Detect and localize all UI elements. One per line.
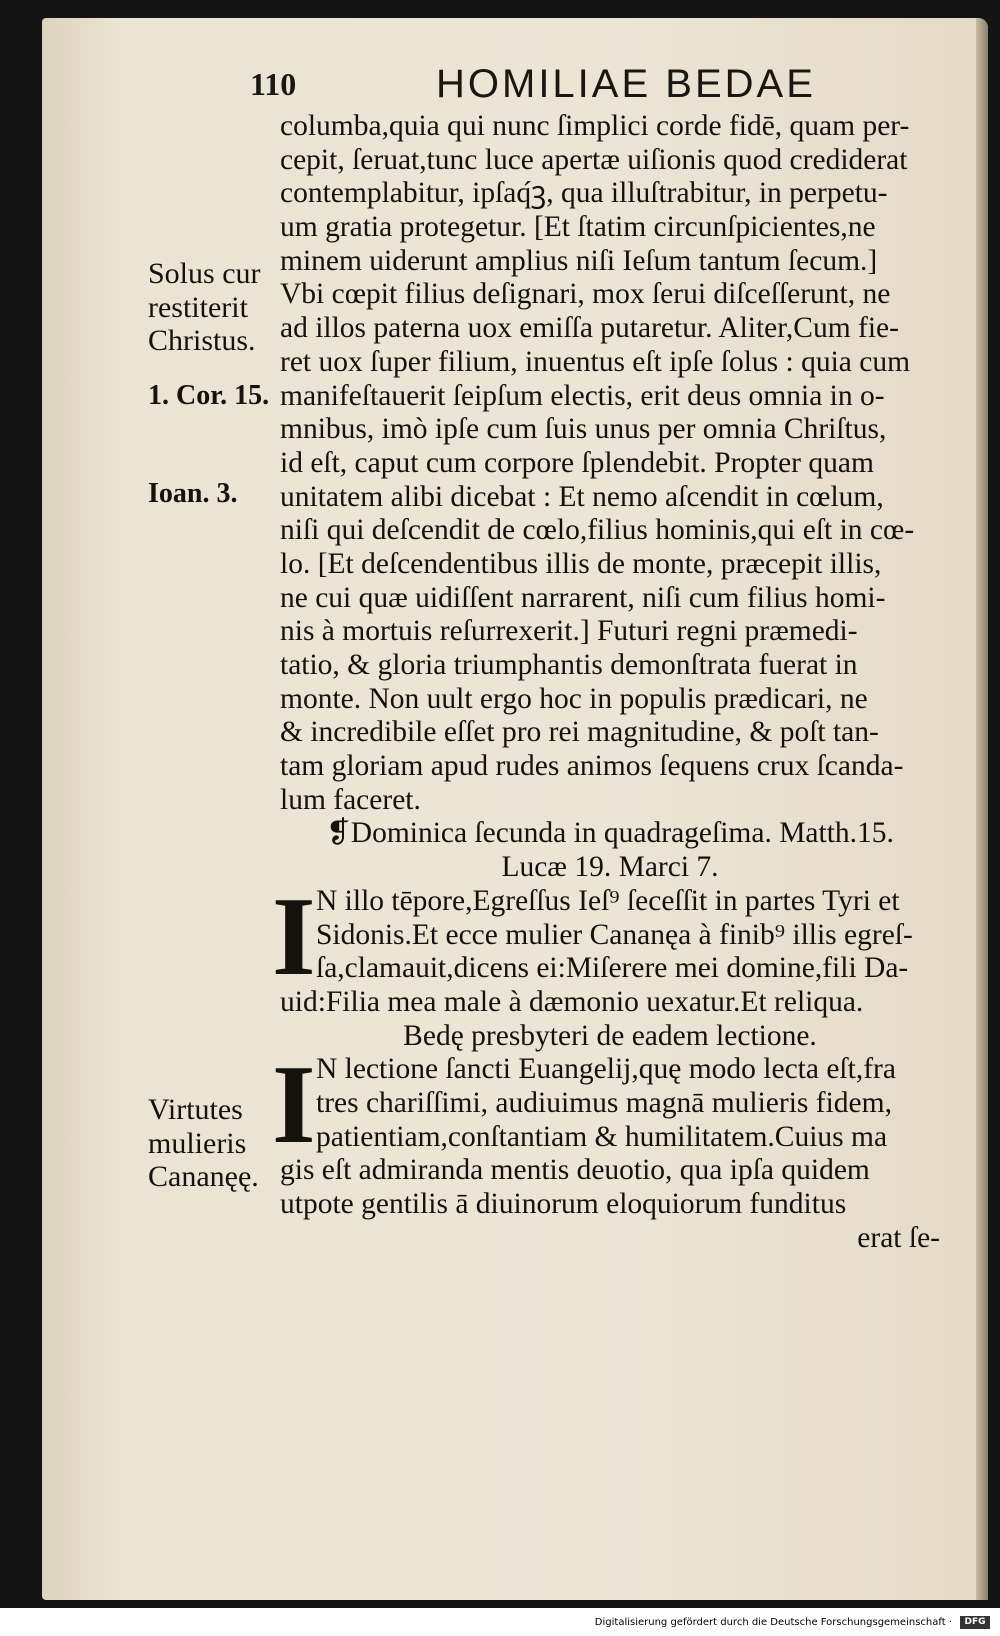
- text-line: cepit, ſeruat,tunc luce apertæ uiſionis quod crediderat: [280, 143, 908, 176]
- text-line: ret uox ſuper filium, inuentus eſt ipſe ſolus : quia cum: [280, 345, 911, 378]
- text-line: columba,quia qui nunc ſimplici corde fidē, quam per-: [280, 110, 910, 142]
- margin-note-line: Cananęę.: [148, 1160, 259, 1194]
- drop-cap: I: [272, 874, 316, 999]
- main-text-column: [272, 110, 940, 1255]
- paragraph-gospel: [272, 874, 940, 1020]
- text-line: id eſt, caput cum corpore ſplendebit. Propter quam: [280, 446, 874, 479]
- margin-note-solus: [148, 258, 278, 359]
- drop-cap: I: [272, 1043, 316, 1168]
- running-head: [250, 62, 850, 112]
- margin-note-line: Solus cur: [148, 257, 261, 290]
- text-line: tatio, & gloria triumphantis demonſtrata fuerat in: [280, 649, 858, 681]
- page-edge: [976, 18, 988, 1600]
- text-line: Sidonis.Et ecce mulier Cananęa à finib⁹ illis egreſ-: [316, 918, 913, 951]
- text-line: uid:Filia mea male à dæmonio uexatur.Et reliqua.: [280, 985, 864, 1018]
- drop-cap-lines: [280, 1053, 940, 1154]
- text-line: manifeſtauerit ſeipſum electis, erit deus omnia in o-: [280, 379, 885, 412]
- paragraph-homily: [272, 1043, 940, 1221]
- margin-note-ioannes: Ioan. 3.: [148, 478, 238, 509]
- text-line: N lectione ſancti Euangelij,quę modo lecta eſt,fra: [316, 1053, 896, 1086]
- margin-note-line: mulieris: [148, 1126, 247, 1160]
- page-number: 110: [250, 66, 297, 102]
- text-line: mnibus, imò ipſe cum ſuis unus per omnia Chriſtus,: [280, 413, 887, 446]
- text-line: ad illos paterna uox emiſſa putaretur. Aliter,Cum fie-: [280, 312, 899, 345]
- margin-note-corinthians: 1. Cor. 15.: [148, 380, 270, 411]
- text-line: utpote gentilis ā diuinorum eloquiorum funditus: [280, 1188, 847, 1220]
- text-line: minem uiderunt amplius niſi Ieſum tantum ſecum.]: [280, 244, 878, 277]
- text-line: lum faceret.: [280, 783, 421, 816]
- text-line: tam gloriam apud rudes animos ſequens crux ſcanda-: [280, 750, 904, 783]
- text-line: monte. Non uult ergo hoc in populis prædicari, ne: [280, 682, 868, 715]
- catchword: erat ſe-: [857, 1221, 940, 1254]
- text-line: patientiam,conſtantiam & humilitatem.Cuius ma: [316, 1120, 888, 1153]
- text-line: N illo tēpore,Egreſſus Ieſ⁹ ſeceſſit in partes Tyri et: [316, 884, 900, 917]
- running-title: HOMILIAE BEDAE: [436, 62, 816, 106]
- text-line: & incredibile eſſet pro rei magnitudine, & poſt tan-: [280, 716, 879, 749]
- text-line: Vbi cœpit filius deſignari, mox ſerui diſceſſerunt, ne: [280, 278, 891, 311]
- paragraph-transfiguration: [280, 110, 940, 817]
- text-line: contemplabitur, ipſaq́ꝫ, qua illuſtrabitur, in perpetu-: [280, 177, 888, 210]
- text-line: lo. [Et deſcendentibus illis de monte, præcepit illis,: [280, 547, 882, 580]
- text-line: unitatem alibi dicebat : Et nemo aſcendit in cœlum,: [280, 480, 884, 513]
- text-line: ne cui quæ uidiſſent narrarent, niſi cum filius homi-: [280, 581, 886, 614]
- margin-note-line: Virtutes: [148, 1093, 243, 1126]
- margin-note-line: Christus.: [148, 324, 256, 358]
- text-line: um gratia protegetur. [Et ſtatim circunſpicientes,ne: [280, 211, 876, 244]
- text-line: tres chariſſimi, audiuimus magnā mulieris fidem,: [316, 1086, 892, 1119]
- section-heading-references: Lucæ 19. Marci 7.: [501, 851, 719, 884]
- text-line: niſi qui deſcendit de cœlo,filius hominis,qui eſt in cœ-: [280, 514, 915, 547]
- text-line: gis eſt admiranda mentis deuotio, qua ipſa quidem: [280, 1154, 870, 1187]
- text-line: nis à mortuis reſurrexerit.] Futuri regni præmedi-: [280, 615, 858, 648]
- margin-note-line: restiterit: [148, 290, 248, 324]
- digitization-footer: [0, 1608, 1000, 1636]
- margin-note-virtutes: [148, 1094, 278, 1195]
- text-line: ſa,clamauit,dicens ei:Miſerere mei domine,fili Da-: [316, 952, 909, 985]
- drop-cap-lines: [280, 885, 940, 986]
- dfg-logo: DFG: [960, 1616, 990, 1629]
- section-heading-dominica: ❡Dominica ſecunda in quadrageſima. Matth.15.: [326, 817, 894, 850]
- section-heading-bede: Bedę presbyteri de eadem lectione.: [403, 1019, 817, 1052]
- footer-credit: Digitalisierung gefördert durch die Deutsche Forschungsgemeinschaft ·: [594, 1617, 952, 1628]
